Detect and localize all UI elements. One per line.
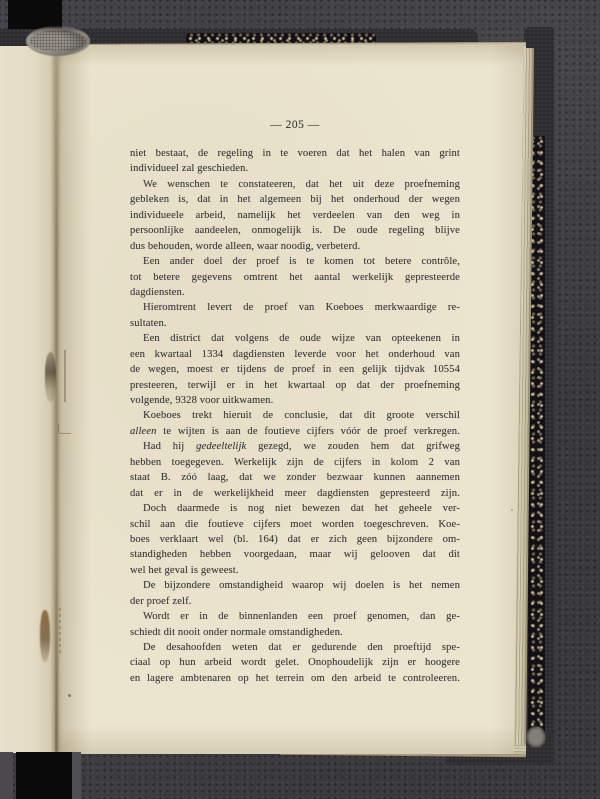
text-line: Een district dat volgens de oude wijze van opteekenen in [143,333,460,345]
text-line: presteeren, terwijl er in het kwartaal op dat der proefneming [130,379,460,391]
text-line: De desahoofden weten dat er gedurende den proeftijd spe- [143,642,460,653]
text-line: staat B. zóó laag, dat we zonder bezwaar kunnen aannemen [130,472,460,484]
cradle-strip-bottom [72,752,81,799]
text-line: gebleken is, dat in het algemeen bij het onderhoud der wegen [130,194,460,206]
text-line: tot betere gegevens omtrent het aantal werkelijk gepresteerde [130,271,460,283]
text-line: alleen te wijten is aan de foutieve cijfers vóór de proef verkregen. [130,425,460,437]
text-line: ciaal op hun arbeid wordt gelet. Onophoudelijk zijn er hoogere [130,657,460,669]
text-line: wel het geval is geweest. [130,564,239,576]
text-line: Doch daarmede is nog niet bewezen dat het geheele ver- [143,503,460,515]
text-line: dus behouden, worde alleen, waar noodig, verbeterd. [130,240,361,252]
text-line: standigheden hebben voorgedaan, maar wij gelooven dat dit [130,549,460,561]
marbled-cover-strip-top [186,33,376,43]
text-line: persoonlijke aandeelen, onmogelijk is. De oude regeling blijve [130,225,460,237]
text-line: Hieromtrent levert de proef van Koeboes merkwaardige re- [143,302,460,314]
text-line: individueele arbeid, namelijk het verdeelen van den weg in [130,209,460,221]
text-line: der proef zelf. [130,595,192,607]
paper-speck [511,509,513,511]
text-line: We wenschen te constateeren, dat het uit deze proefneming [143,178,460,190]
frayed-spine-top-texture [30,30,86,52]
text-line: schil aan die foutieve cijfers moet worden toegeschreven. Koe- [130,518,460,530]
page-number: — 205 — [270,119,320,131]
gutter-stain-dots [59,608,61,656]
frayed-corner-bottom-right [526,726,546,748]
text-line: de wegen, moest er tijdens de proef in een gelijk tijdvak 10554 [130,364,460,376]
cradle-slot-bottom [16,752,72,799]
text-line: dagdiensten. [130,286,185,298]
gutter-crease [55,48,58,752]
gutter-stain-lower [40,610,50,662]
text-line: dat er in de werkelijkheid meer dagdiensten gepresteerd zijn. [130,487,460,499]
gutter-stain-hook [58,424,71,434]
text-line: schiedt dit nooit onder normale omstandigheden. [130,626,343,638]
gutter-stain-line [64,350,66,402]
text-line: niet bestaat, de regeling in te voeren dat het halen van grint [130,148,460,159]
text-line: volgende, 9328 voor uitkwamen. [130,395,274,406]
text-line: hebben toegegeven. Werkelijk zijn de cijfers in kolom 2 van [130,456,460,468]
text-line: sultaten. [130,317,167,329]
cradle-strip-bottom-left [0,752,13,799]
text-line: Wordt er in de binnenlanden een proef genomen, dan ge- [143,611,460,623]
paper-speck [68,694,71,697]
text-line: een kwartaal 1334 dagdiensten leverde voor het onderhoud van [130,348,460,360]
text-line: individueel zal geschieden. [130,163,249,175]
text-line: boes verklaart wel (bl. 164) dat er zich geen bijzondere om- [130,533,460,545]
text-line: Een ander doel der proef is te komen tot betere contrôle, [143,256,460,268]
text-line: en lagere ambtenaren op het terrein om den arbeid te controleeren. [130,672,460,684]
gutter-stain-upper [45,352,56,402]
text-line: De bijzondere omstandigheid waarop wij doelen is het nemen [143,580,460,592]
text-line: Had hij gedeeltelijk gezegd, we zouden hem dat grifweg [143,441,460,453]
text-line: Koeboes trekt hieruit de conclusie, dat dit groote verschil [143,410,460,422]
text-block [130,146,460,686]
